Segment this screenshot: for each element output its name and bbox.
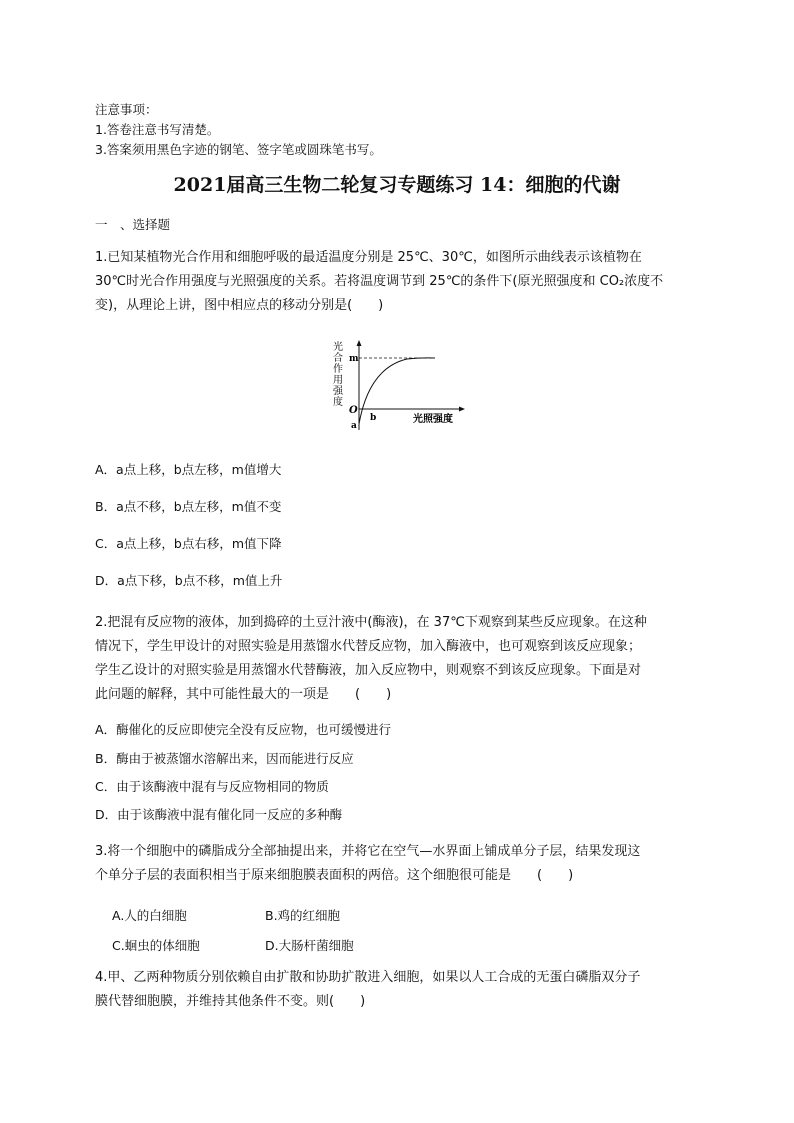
y-axis-label-char: 度 [333, 397, 343, 408]
text-line: 4.甲、乙两种物质分别依赖自由扩散和协助扩散进入细胞，如果以人工合成的无蛋白磷脂双分子 [95, 970, 641, 985]
notice-item: 3.答案须用黑色字迹的钢笔、签字笔或圆珠笔书写。 [95, 142, 382, 157]
option: B．酶由于被蒸馏水溶解出来，因而能进行反应 [95, 751, 354, 766]
option: A.人的白细胞 [112, 908, 187, 923]
text-line: 3.将一个细胞中的磷脂成分全部抽提出来，并将它在空气—水界面上铺成单分子层，结果发现这 [95, 844, 641, 859]
point-b-label: b [370, 413, 377, 423]
option: C．由于该酶液中混有与反应物相同的物质 [95, 779, 329, 794]
text-line: 此问题的解释，其中可能性最大的一项是 ( ) [95, 687, 392, 702]
option: B．a点不移，b点左移，m值不变 [95, 499, 282, 514]
photosynthesis-graph [325, 338, 475, 434]
y-axis-arrow [357, 340, 362, 346]
x-axis-label: 光照强度 [413, 414, 453, 425]
text-line: 变)，从理论上讲，图中相应点的移动分别是( ) [95, 298, 384, 313]
option: D．由于该酶液中混有催化同一反应的多种酶 [95, 807, 343, 822]
option: B.鸡的红细胞 [265, 908, 341, 923]
text-line: 情况下，学生甲设计的对照实验是用蒸馏水代替反应物，加入酶液中，也可观察到该反应现象； [95, 639, 642, 654]
section-heading: 一 、选择题 [95, 217, 171, 232]
text-line: 1.已知某植物光合作用和细胞呼吸的最适温度分别是 25℃、30℃，如图所示曲线表示该植物在 [95, 250, 642, 265]
text-line: 学生乙设计的对照实验是用蒸馏水代替酶液，加入反应物中，则观察不到该反应现象。下面是对 [95, 663, 642, 678]
option: D.大肠杆菌细胞 [265, 938, 354, 953]
point-a-label: a [351, 421, 357, 431]
x-axis-arrow [459, 407, 465, 412]
y-axis-label-char: 光 [333, 342, 343, 353]
y-axis-label-char: 合 [333, 353, 343, 364]
m-label: m [349, 354, 359, 364]
option: D．a点下移，b点不移，m值上升 [95, 573, 283, 588]
option: A．酶催化的反应即使完全没有反应物，也可缓慢进行 [95, 722, 392, 737]
y-axis-label-char: 作 [333, 364, 343, 375]
y-axis-label-char: 用 [333, 375, 343, 386]
question-1-text [95, 246, 705, 318]
question-2-text [95, 611, 705, 707]
option: A．a点上移，b点左移，m值增大 [95, 462, 282, 477]
text-line: 2.把混有反应物的液体，加到捣碎的土豆汁液中(酶液)，在 37℃下观察到某些反应现象。在这种 [95, 615, 647, 630]
origin-label: O [349, 405, 358, 416]
option: C.蛔虫的体细胞 [112, 938, 200, 953]
option: C．a点上移，b点右移，m值下降 [95, 536, 282, 551]
text-line: 个单分子层的表面积相当于原来细胞膜表面积的两倍。这个细胞很可能是 ( ) [95, 868, 574, 883]
y-axis-label-char: 强 [333, 386, 343, 397]
page-title: 2021届高三生物二轮复习专题练习 14：细胞的代谢 [173, 174, 621, 196]
question-3-text [95, 840, 705, 888]
notice-heading: 注意事项： [95, 102, 158, 117]
question-4-text [95, 966, 705, 1014]
notice-item: 1.答卷注意书写清楚。 [95, 122, 220, 137]
text-line: 膜代替细胞膜，并维持其他条件不变。则( ) [95, 994, 366, 1009]
notice-block [95, 100, 382, 160]
text-line: 30℃时光合作用强度与光照强度的关系。若将温度调节到 25℃的条件下(原光照强度和 CO₂浓度不 [95, 274, 664, 289]
